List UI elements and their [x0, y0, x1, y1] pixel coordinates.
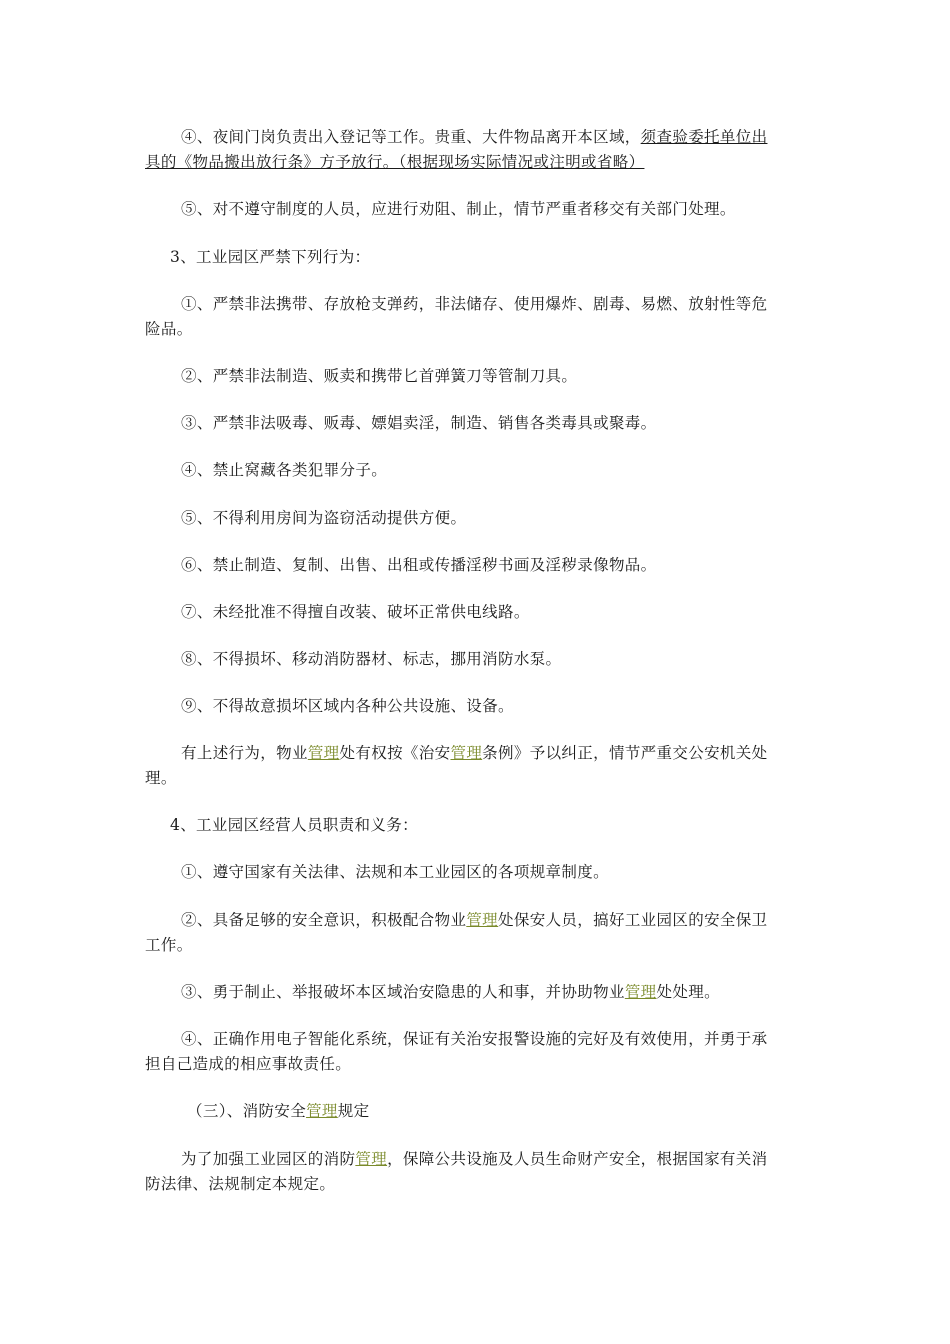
text: 为了加强工业园区的消防	[181, 1150, 356, 1168]
text: ③、勇于制止、举报破坏本区域治安隐患的人和事，并协助物业	[181, 983, 625, 1001]
paragraph-night-gate-cont: 具的《物品搬出放行条》方予放行。（根据现场实际情况或注明或省略）	[145, 153, 645, 171]
management-link[interactable]: 管理	[355, 1150, 388, 1168]
rule-2: ②、严禁非法制造、贩卖和携带匕首弹簧刀等管制刀具。	[181, 367, 578, 385]
text: 处有权按《治安	[339, 744, 451, 762]
paragraph-fire-intro	[181, 1147, 805, 1171]
rule-4: ④、禁止窝藏各类犯罪分子。	[181, 461, 388, 479]
rule-7: ⑦、未经批准不得擅自改装、破坏正常供电线路。	[181, 603, 530, 621]
duty-4-cont: 担自己造成的相应事故责任。	[145, 1055, 352, 1073]
management-link[interactable]: 管理	[306, 1102, 338, 1120]
heading-prohibited: 3、工业园区严禁下列行为：	[170, 248, 371, 266]
paragraph-night-gate	[181, 125, 805, 149]
rule-3: ③、严禁非法吸毒、贩毒、嫖娼卖淫，制造、销售各类毒具或聚毒。	[181, 414, 657, 432]
underlined-text: 须查验委托单位出	[640, 128, 768, 146]
rule-5: ⑤、不得利用房间为盗窃活动提供方便。	[181, 509, 467, 527]
text: ②、具备足够的安全意识，积极配合物业	[181, 911, 467, 929]
text: 条例》予以纠正，情节严重交公安机关处	[482, 744, 768, 762]
duty-2	[181, 908, 805, 932]
management-link[interactable]: 管理	[450, 744, 483, 762]
management-link[interactable]: 管理	[307, 744, 340, 762]
paragraph-sanction	[181, 741, 805, 765]
text: ，保障公共设施及人员生命财产安全，根据国家有关消	[387, 1150, 768, 1168]
duty-2-cont: 工作。	[145, 936, 193, 954]
duty-3	[181, 980, 805, 1004]
rule-9: ⑨、不得故意损坏区域内各种公共设施、设备。	[181, 697, 514, 715]
rule-1: ①、严禁非法携带、存放枪支弹药，非法储存、使用爆炸、剧毒、易燃、放射性等危	[181, 295, 768, 313]
text: 规定	[337, 1102, 370, 1120]
text: ④、夜间门岗负责出入登记等工作。贵重、大件物品离开本区域，	[181, 128, 641, 146]
duty-4: ④、正确作用电子智能化系统，保证有关治安报警设施的完好及有效使用，并勇于承	[181, 1030, 768, 1048]
rule-6: ⑥、禁止制造、复制、出售、出租或传播淫秽书画及淫秽录像物品。	[181, 556, 657, 574]
section-heading-fire-safety	[187, 1099, 847, 1123]
rule-1-cont: 险品。	[145, 320, 193, 338]
text: （三）、消防安全	[187, 1102, 307, 1120]
heading-duties: 4、工业园区经营人员职责和义务：	[170, 816, 418, 834]
paragraph-violators: ⑤、对不遵守制度的人员，应进行劝阻、制止，情节严重者移交有关部门处理。	[181, 200, 736, 218]
rule-8: ⑧、不得损坏、移动消防器材、标志，挪用消防水泵。	[181, 650, 562, 668]
text: 处处理。	[656, 983, 720, 1001]
management-link[interactable]: 管理	[624, 983, 657, 1001]
management-link[interactable]: 管理	[466, 911, 499, 929]
paragraph-fire-intro-cont: 防法律、法规制定本规定。	[145, 1175, 336, 1193]
text: 处保安人员，搞好工业园区的安全保卫	[498, 911, 768, 929]
duty-1: ①、遵守国家有关法律、法规和本工业园区的各项规章制度。	[181, 863, 609, 881]
paragraph-sanction-cont: 理。	[145, 769, 177, 787]
text: 有上述行为，物业	[181, 744, 308, 762]
